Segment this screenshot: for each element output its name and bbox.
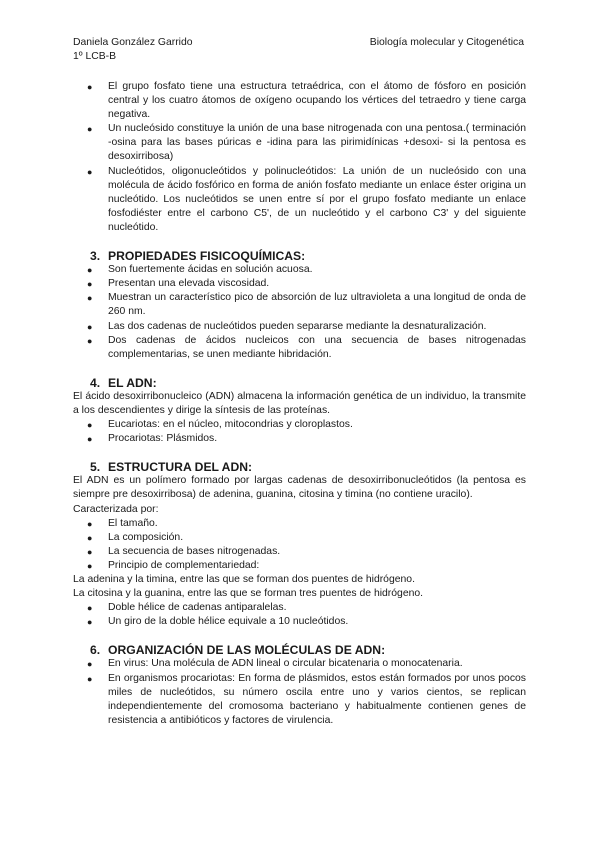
bullet-icon: ● <box>87 532 93 543</box>
section-heading-properties: 3. PROPIEDADES FISICOQUÍMICAS: <box>90 249 306 264</box>
bullet-icon: ● <box>87 265 93 276</box>
bullet-icon: ● <box>87 166 93 177</box>
list-item: ● Presentan una elevada viscosidad. <box>73 277 526 291</box>
bullet-icon: ● <box>87 518 93 529</box>
list-item: ● Doble hélice de cadenas antiparalelas. <box>73 601 526 615</box>
section-heading-organization: 6. ORGANIZACIÓN DE LAS MOLÉCULAS DE ADN: <box>90 643 386 658</box>
list-item: ● Un nucleósido constituye la unión de una base nitrogenada con una pentosa.( terminación -osina para las bases púricas e -idina para las pirimidínicas +desoxi- si la pentosa es desoxirribosa) <box>87 123 526 163</box>
bullet-icon: ● <box>87 420 93 431</box>
bullet-icon: ● <box>87 673 93 684</box>
course-label: 1º LCB-B <box>73 51 117 63</box>
document-body <box>73 80 526 728</box>
subject-name: Biología molecular y Citogenética <box>369 37 524 48</box>
structure-paragraph: El ADN es un polímero formado por largas cadenas de desoxirribonucleótidos (la pentosa es siempre pre desoxirribosa) de adenina, guanina, citosina y timina (no contiene uracilo). <box>73 475 526 501</box>
cytosine-guanine-line: La citosina y la guanina, entre las que se forman tres puentes de hidrógeno. <box>73 588 424 600</box>
list-item: ● Un giro de la doble hélice equivale a 10 nucleótidos. <box>73 615 526 629</box>
bullet-icon: ● <box>87 659 93 670</box>
author-name: Daniela González Garrido <box>73 37 193 48</box>
section-heading-structure: 5. ESTRUCTURA DEL ADN: <box>90 460 253 475</box>
adenine-thymine-line: La adenina y la timina, entre las que se forman dos puentes de hidrógeno. <box>73 574 415 585</box>
bullet-icon: ● <box>87 560 93 571</box>
list-item: ● El tamaño. <box>73 517 526 531</box>
bullet-icon: ● <box>87 617 93 628</box>
structure-bullet-list-2 <box>73 601 526 629</box>
intro-bullet-list <box>73 80 526 235</box>
adn-bullet-list <box>73 418 526 446</box>
bullet-icon: ● <box>87 279 93 290</box>
bullet-icon: ● <box>87 335 93 346</box>
section-heading-adn: 4. EL ADN: <box>90 375 157 390</box>
bullet-icon: ● <box>87 603 93 614</box>
bullet-icon: ● <box>87 321 93 332</box>
list-item: ● Principio de complementariedad: <box>73 559 526 573</box>
list-item: ● La composición. <box>73 531 526 545</box>
bullet-icon: ● <box>87 546 93 557</box>
properties-bullet-list <box>73 263 526 362</box>
list-item: ● La secuencia de bases nitrogenadas. <box>73 545 526 559</box>
bullet-icon: ● <box>87 293 93 304</box>
list-item: ● Nucleótidos, oligonucleótidos y polinucleótidos: La unión de un nucleósido con una molécula de ácido fosfórico en forma de anión fosfato mediante un enlace éster origina un nucleótido. Los nucleótidos se unen entre sí por el grupo fosfato mediante un enlace fosfodiéster entre el carbono C5', de un nucleótido y el carbono C3' y del siguiente nucleótido. <box>87 165 526 233</box>
adn-paragraph: El ácido desoxirribonucleico (ADN) almacena la información genética de un individuo, la transmite a los descendientes y dirige la síntesis de las proteínas. <box>73 390 526 416</box>
bullet-icon: ● <box>87 434 93 445</box>
bullet-icon: ● <box>87 82 93 92</box>
list-item: ● Procariotas: Plásmidos. <box>73 432 526 446</box>
list-item: ● Eucariotas: en el núcleo, mitocondrias y cloroplastos. <box>73 418 526 432</box>
list-item: ● Son fuertemente ácidas en solución acuosa. <box>73 263 526 277</box>
list-item: ● El grupo fosfato tiene una estructura tetraédrica, con el átomo de fósforo en posición central y los cuatro átomos de oxígeno ocupando los vértices del tetraedro y tiene carga negativa. <box>87 81 526 121</box>
page-header <box>73 36 524 64</box>
characterized-label: Caracterizada por: <box>73 503 159 515</box>
bullet-icon: ● <box>87 124 93 135</box>
organization-bullet-list <box>73 657 526 727</box>
structure-bullet-list <box>73 517 526 573</box>
list-item: ● En organismos procariotas: En forma de plásmidos, estos están formados por unos pocos miles de nucleótidos, su número oscila entre uno y varios cientos, se replican independientemente del cromosoma bacteriano y habitualmente contienen genes de resistencia a antibióticos y factores de virulencia. <box>87 672 526 726</box>
list-item: ● En virus: Una molécula de ADN lineal o circular bicatenaria o monocatenaria. <box>73 657 526 671</box>
list-item: ● Muestran un característico pico de absorción de luz ultravioleta a una longitud de onda de 260 nm. <box>87 292 526 318</box>
list-item: ● Las dos cadenas de nucleótidos pueden separarse mediante la desnaturalización. <box>73 320 526 334</box>
list-item: ● Dos cadenas de ácidos nucleicos con una secuencia de bases nitrogenadas complementarias, se unen mediante hibridación. <box>87 334 526 360</box>
